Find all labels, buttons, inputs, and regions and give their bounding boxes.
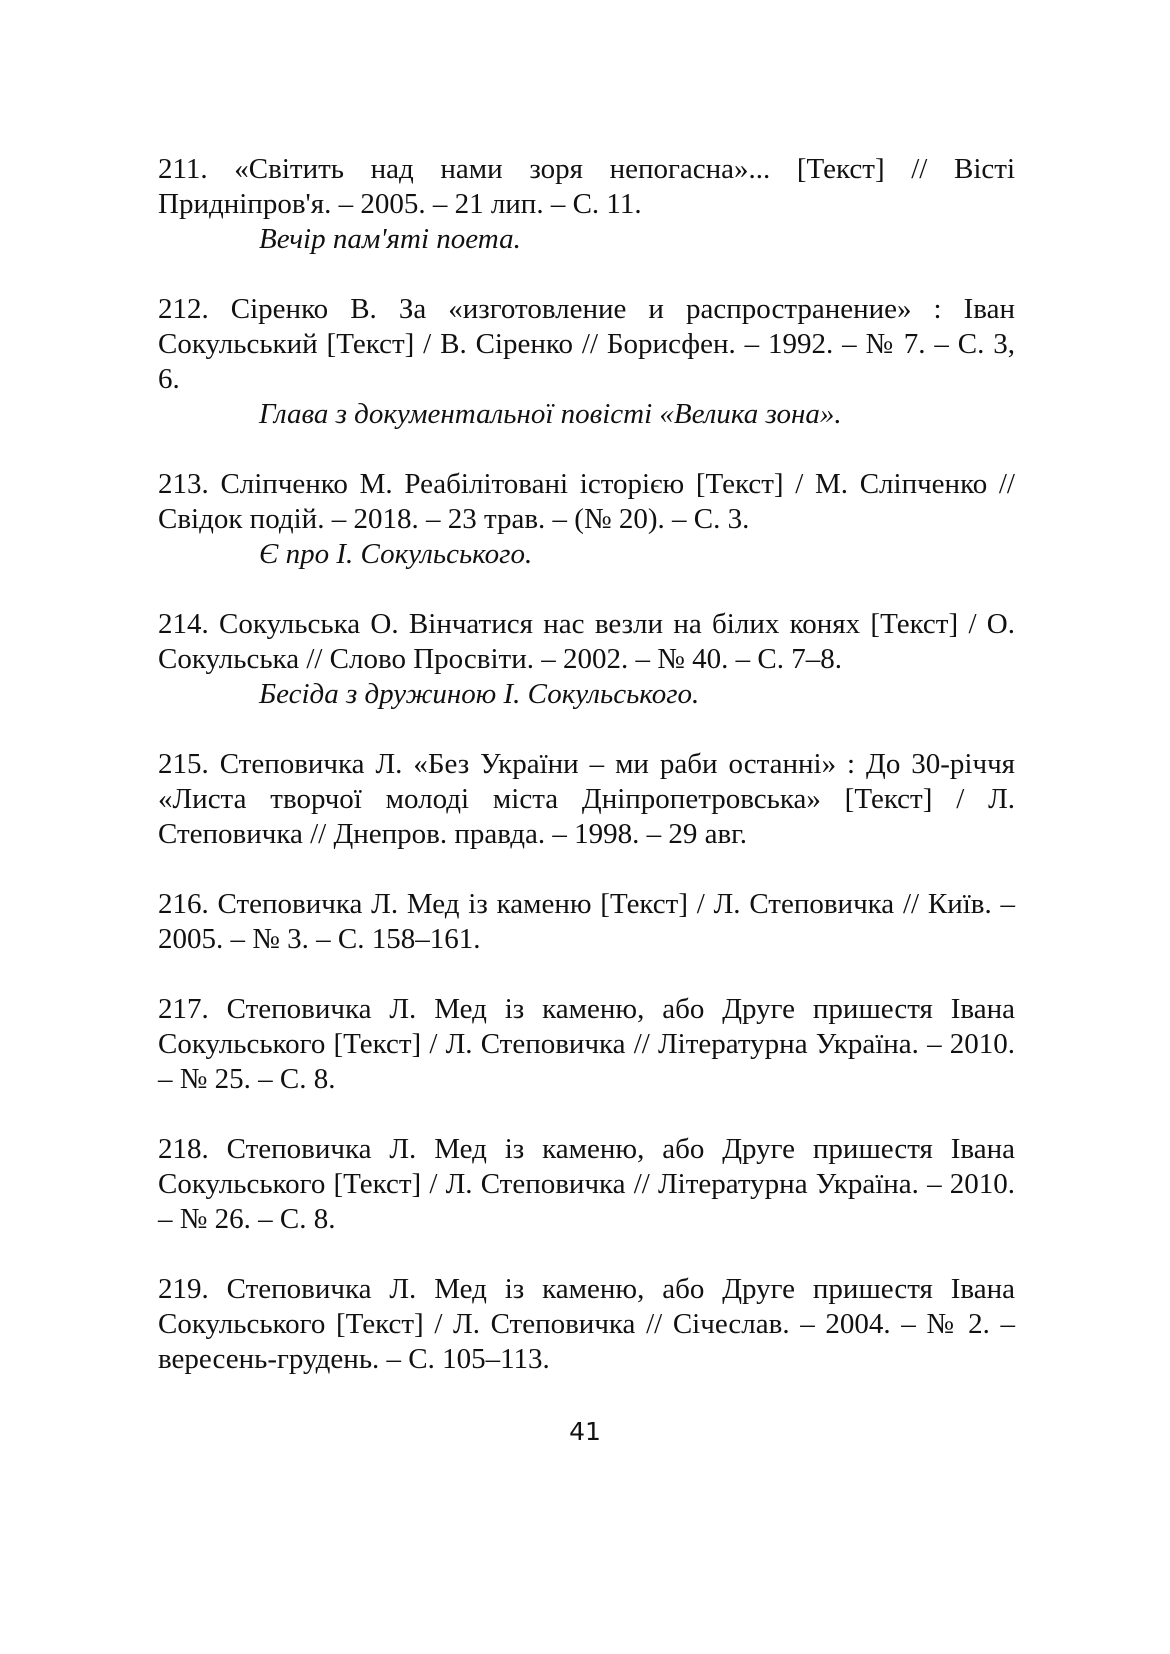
- entry-text: 214. Сокульська О. Вінчатися нас везли на білих конях [Текст] / О. Сокульська // Слово Просвіти. – 2002. – № 40. – С. 7–8.: [158, 608, 1015, 675]
- entry-text: 218. Степовичка Л. Мед із каменю, або Друге пришестя Івана Сокульського [Текст] / Л. Степовичка // Літературна Україна. – 2010. – № 26. – С. 8.: [158, 1133, 1015, 1235]
- bibliography-list: [158, 152, 1015, 1412]
- bibliography-entry-219: [158, 1272, 1015, 1377]
- entry-note: Вечір пам'яті поета.: [259, 223, 521, 255]
- bibliography-entry-216: [158, 887, 1015, 957]
- bibliography-entry-214: [158, 607, 1015, 712]
- bibliography-entry-218: [158, 1132, 1015, 1237]
- entry-note: Є про І. Сокульського.: [259, 538, 533, 570]
- entry-text: 216. Степовичка Л. Мед із каменю [Текст] / Л. Степовичка // Київ. – 2005. – № 3. – С. 158–161.: [158, 888, 1015, 955]
- entry-note: Бесіда з дружиною І. Сокульського.: [259, 678, 700, 710]
- entry-text: 211. «Світить над нами зоря непогасна»... [Текст] // Вісті Придніпров'я. – 2005. – 21 лип. – С. 11.: [158, 153, 1015, 220]
- bibliography-entry-215: [158, 747, 1015, 852]
- entry-text: 219. Степовичка Л. Мед із каменю, або Друге пришестя Івана Сокульського [Текст] / Л. Степовичка // Січеслав. – 2004. – № 2. – вересень-грудень. – С. 105–113.: [158, 1273, 1015, 1375]
- entry-text: 213. Сліпченко М. Реабілітовані історією [Текст] / М. Сліпченко // Свідок подій. – 2018. – 23 трав. – (№ 20). – С. 3.: [158, 468, 1015, 535]
- bibliography-entry-213: [158, 467, 1015, 572]
- entry-text: 215. Степовичка Л. «Без України – ми раби останні» : До 30-річчя «Листа творчої молоді міста Дніпропетровська» [Текст] / Л. Степовичка // Днепров. правда. – 1998. – 29 авг.: [158, 748, 1015, 850]
- entry-text: 212. Сіренко В. За «изготовление и распространение» : Іван Сокульський [Текст] / В. Сіренко // Борисфен. – 1992. – № 7. – С. 3, 6.: [158, 293, 1015, 395]
- entry-text: 217. Степовичка Л. Мед із каменю, або Друге пришестя Івана Сокульського [Текст] / Л. Степовичка // Літературна Україна. – 2010. – № 25. – С. 8.: [158, 993, 1015, 1095]
- bibliography-entry-217: [158, 992, 1015, 1097]
- page-number: 41: [569, 1417, 601, 1446]
- bibliography-entry-211: [158, 152, 1015, 257]
- bibliography-entry-212: [158, 292, 1015, 432]
- entry-note: Глава з документальної повісті «Велика зона».: [259, 398, 842, 430]
